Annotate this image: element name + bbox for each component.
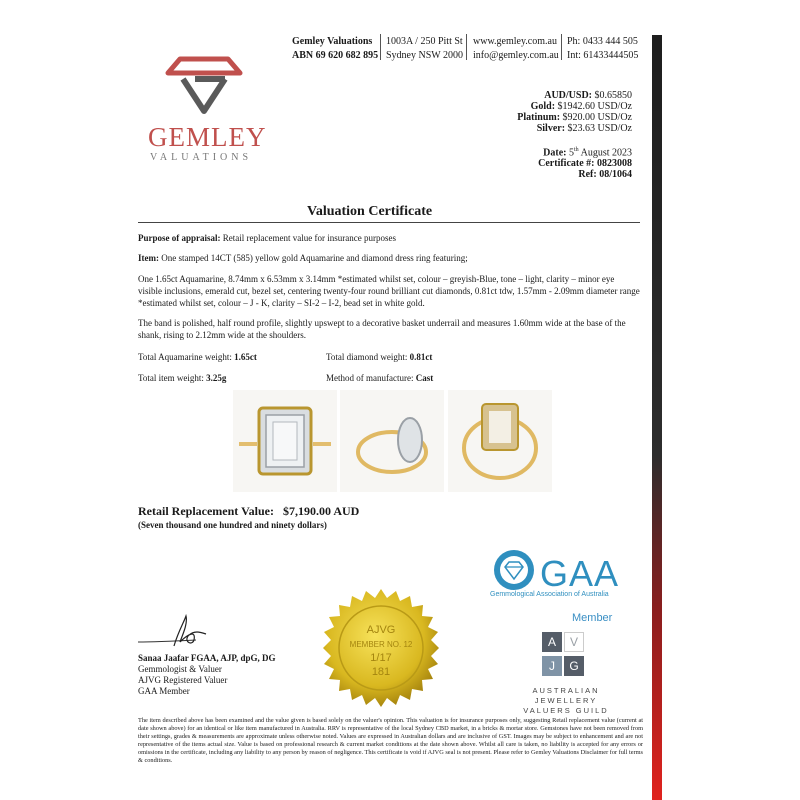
rate-platinum: Platinum: $920.00 USD/Oz — [517, 112, 632, 123]
rate-gold: Gold: $1942.60 USD/Oz — [530, 101, 632, 112]
total-aquamarine-weight: Total Aquamarine weight: 1.65ct — [138, 352, 257, 362]
ring-photo-top — [233, 390, 337, 492]
disclaimer-footer: The item described above has been examined and the value given is based solely on the valuer's opinion. This valuation is for insurance purposes only, suggesting Retail replacement value (current at date shown above) for an identical or like item manufactured in Australia. RRV is representative of the local Sydney CBD market, in a bricks & mortar store. Gemstones have not been removed from their settings, grades & measurements are approximate unless otherwise noted. Values are expressed in Australian dollars and are inclusive of GST. Images may be subject to enhancement and are not representative of the items actual size. Value is based on professional research & current market conditions at the date shown above. Whilst all care is taken, no liability is accepted for any errors or omissions in the certificate, including any liability to any person by reason of negligence. This certificate is void if AJVG seal is not present. Please refer to Gemley Valuations Disclaimer for full terms & conditions. — [138, 717, 643, 764]
address-line-2: Sydney NSW 2000 — [386, 50, 464, 61]
ring-top-view-icon — [233, 390, 337, 492]
intl-phone-number: Int: 61433444505 — [567, 50, 639, 61]
logo-name: GEMLEY — [148, 122, 267, 152]
ring-photo-back — [448, 390, 552, 492]
seal-line-2: MEMBER NO. 12 — [349, 640, 413, 649]
metal-rates — [517, 90, 632, 134]
edge-color-bar — [652, 35, 662, 800]
ajvg-letter-g: G — [564, 656, 584, 676]
signature-icon — [136, 612, 246, 652]
seal-line-1: AJVG — [366, 624, 396, 636]
certificate-info — [538, 145, 632, 180]
gaa-subtitle: Gemmological Association of Australia — [490, 591, 609, 598]
signatory-registration: AJVG Registered Valuer — [138, 675, 228, 685]
method-of-manufacture: Method of manufacture: Cast — [326, 373, 434, 383]
purpose-paragraph: Purpose of appraisal: Retail replacement value for insurance purposes — [138, 233, 396, 243]
company-name: Gemley Valuations — [292, 36, 373, 47]
rate-aud-usd: AUD/USD: $0.65850 — [544, 90, 632, 101]
certificate-date: Date: 5th August 2023 — [543, 147, 632, 159]
item-paragraph: Item: One stamped 14CT (585) yellow gold Aquamarine and diamond dress ring featuring; — [138, 253, 468, 263]
signatory-name: Sanaa Jaafar FGAA, AJP, dpG, DG — [138, 653, 276, 663]
gemley-gem-logo-icon — [165, 55, 243, 117]
header-phone — [567, 35, 638, 63]
website-link[interactable]: www.gemley.com.au — [473, 36, 557, 47]
signatory-block — [138, 653, 276, 697]
ajvg-gold-seal-icon — [320, 587, 442, 709]
band-paragraph: The band is polished, half round profile, slightly upswept to a decorative basket underrail and measures 1.60mm wide at the base of the shank, rising to 2.12mm wide at the shoulders. — [138, 318, 626, 340]
signatory-membership: GAA Member — [138, 686, 190, 696]
retail-replacement-value: Retail Replacement Value: $7,190.00 AUD — [138, 504, 360, 518]
signatory-title: Gemmologist & Valuer — [138, 664, 222, 674]
gaa-member-label: Member — [572, 612, 613, 624]
header-divider — [466, 34, 467, 60]
ajvg-letter-v: V — [564, 632, 584, 652]
header-divider — [380, 34, 381, 60]
total-item-weight: Total item weight: 3.25g — [138, 373, 227, 383]
page-title: Valuation Certificate — [307, 204, 433, 219]
ajvg-letter-a: A — [542, 632, 562, 652]
email-link[interactable]: info@gemley.com.au — [473, 50, 559, 61]
gaa-emblem-icon — [493, 549, 535, 591]
header-address — [386, 35, 463, 63]
seal-line-3: 1/17 — [370, 652, 392, 664]
total-diamond-weight: Total diamond weight: 0.81ct — [326, 352, 433, 362]
certificate-ref: Ref: 08/1064 — [578, 169, 632, 181]
ajvg-letter-j: J — [542, 656, 562, 676]
title-rule — [138, 222, 640, 223]
header-company — [292, 35, 378, 63]
ring-side-view-icon — [340, 390, 444, 492]
company-abn: ABN 69 620 682 895 — [292, 50, 379, 61]
value-amount: $7,190.00 AUD — [282, 504, 360, 518]
ring-back-view-icon — [448, 390, 552, 492]
value-in-words: (Seven thousand one hundred and ninety dollars) — [138, 520, 327, 530]
phone-number: Ph: 0433 444 505 — [567, 36, 638, 47]
gaa-logo-text: GAA — [540, 553, 620, 594]
ring-photo-side — [340, 390, 444, 492]
header-divider — [561, 34, 562, 60]
certificate-number: Certificate #: 0823008 — [538, 158, 632, 170]
address-line-1: 1003A / 250 Pitt St — [386, 36, 463, 47]
seal-line-4: 181 — [371, 666, 391, 678]
description-paragraph: One 1.65ct Aquamarine, 8.74mm x 6.53mm x 3.14mm *estimated whilst set, colour – greyish-Blue, tone – light, clarity – minor eye visible inclusions, emerald cut, bezel set, centering twenty-four round brilliant cut diamonds, 0.81ct tdw, 1.57mm - 2.09mm diameter range *estimated whilst set, colour – J - K, clarity – SI-2 – I-2, bead set in white gold. — [138, 274, 640, 308]
ajvg-name: AUSTRALIAN JEWELLERY VALUERS GUILD — [523, 686, 609, 715]
header-web — [473, 35, 559, 63]
rate-silver: Silver: $23.63 USD/Oz — [536, 123, 632, 134]
logo-subtitle: VALUATIONS — [150, 152, 253, 163]
